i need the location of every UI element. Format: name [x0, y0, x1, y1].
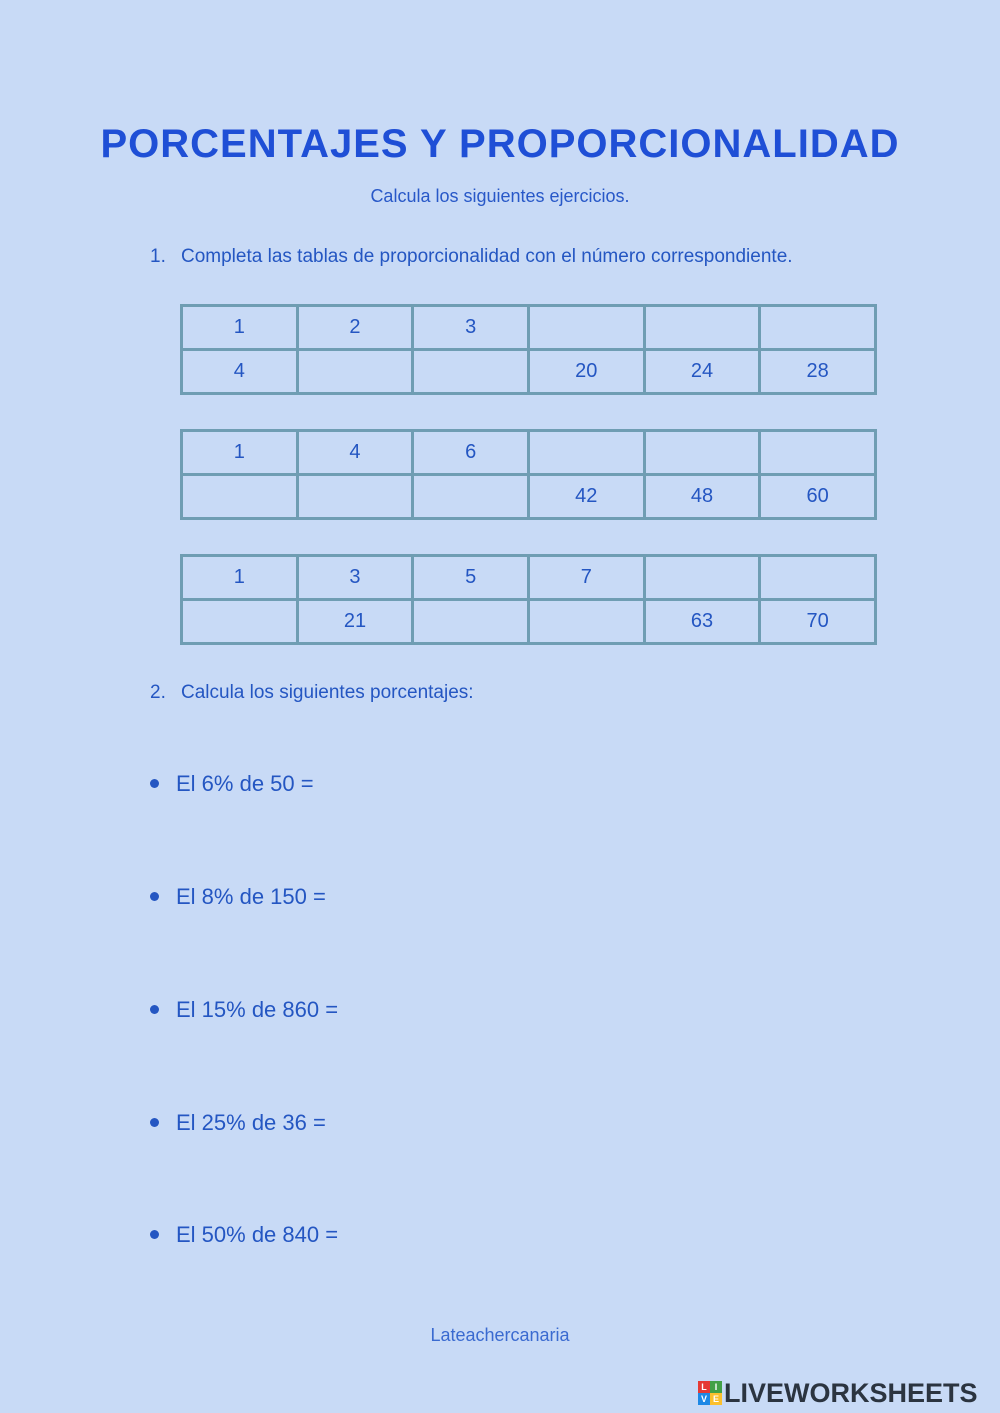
table-cell-input[interactable]	[644, 306, 760, 350]
table-cell-input[interactable]	[297, 350, 413, 394]
liveworksheets-brand[interactable]	[698, 1378, 978, 1408]
table-cell: 5	[413, 556, 529, 600]
table-cell-input[interactable]	[528, 431, 644, 475]
percentage-exercise-5	[150, 1222, 338, 1248]
table-cell-input[interactable]	[760, 306, 876, 350]
proportion-table-1	[180, 304, 877, 395]
table-cell: 1	[182, 556, 298, 600]
bullet-icon	[150, 892, 159, 901]
exercise-text: El 50% de 840 =	[176, 1222, 339, 1247]
table-cell-input[interactable]	[644, 556, 760, 600]
table-cell: 4	[297, 431, 413, 475]
table-cell-input[interactable]	[528, 600, 644, 644]
table-cell: 70	[760, 600, 876, 644]
table-cell: 4	[182, 350, 298, 394]
table-cell: 42	[528, 475, 644, 519]
author-credit: Lateachercanaria	[430, 1325, 570, 1345]
percentage-exercise-3	[150, 997, 338, 1023]
table-cell-input[interactable]	[182, 475, 298, 519]
table-cell-input[interactable]	[760, 431, 876, 475]
question-text: Calcula los siguientes porcentajes:	[181, 682, 474, 703]
logo-letter: I	[710, 1381, 722, 1393]
question-1	[150, 246, 793, 268]
table-cell: 1	[182, 306, 298, 350]
table-cell: 2	[297, 306, 413, 350]
question-number: 2.	[150, 682, 166, 703]
proportion-table-3	[180, 554, 877, 645]
table-cell: 63	[644, 600, 760, 644]
table-cell-input[interactable]	[644, 431, 760, 475]
proportion-table-2	[180, 429, 877, 520]
table-cell-input[interactable]	[413, 600, 529, 644]
logo-letter: V	[698, 1393, 710, 1405]
bullet-icon	[150, 1230, 159, 1239]
percentage-exercise-1	[150, 771, 314, 797]
question-2	[150, 682, 474, 704]
bullet-icon	[150, 1005, 159, 1014]
table-cell: 7	[528, 556, 644, 600]
exercise-text: El 6% de 50 =	[176, 771, 314, 796]
table-cell: 20	[528, 350, 644, 394]
exercise-text: El 8% de 150 =	[176, 884, 326, 909]
table-cell: 60	[760, 475, 876, 519]
table-cell: 3	[297, 556, 413, 600]
page-subtitle: Calcula los siguientes ejercicios.	[370, 186, 630, 206]
table-cell-input[interactable]	[297, 475, 413, 519]
exercise-text: El 25% de 36 =	[176, 1110, 326, 1135]
table-cell-input[interactable]	[182, 600, 298, 644]
table-cell: 28	[760, 350, 876, 394]
bullet-icon	[150, 1118, 159, 1127]
table-cell: 6	[413, 431, 529, 475]
logo-letter: L	[698, 1381, 710, 1393]
percentage-exercise-2	[150, 884, 326, 910]
table-cell-input[interactable]	[760, 556, 876, 600]
table-cell: 48	[644, 475, 760, 519]
table-cell: 1	[182, 431, 298, 475]
question-text: Completa las tablas de proporcionalidad con el número correspondiente.	[181, 246, 793, 267]
percentage-exercise-4	[150, 1110, 326, 1136]
table-cell-input[interactable]	[413, 475, 529, 519]
logo-letter: E	[710, 1393, 722, 1405]
table-cell: 24	[644, 350, 760, 394]
table-cell-input[interactable]	[413, 350, 529, 394]
liveworksheets-logo-icon	[698, 1381, 722, 1405]
table-cell-input[interactable]	[528, 306, 644, 350]
brand-name: LIVEWORKSHEETS	[724, 1377, 978, 1408]
exercise-text: El 15% de 860 =	[176, 997, 339, 1022]
table-cell: 21	[297, 600, 413, 644]
bullet-icon	[150, 779, 159, 788]
page-title: PORCENTAJES Y PROPORCIONALIDAD	[100, 122, 900, 166]
table-cell: 3	[413, 306, 529, 350]
question-number: 1.	[150, 246, 166, 267]
